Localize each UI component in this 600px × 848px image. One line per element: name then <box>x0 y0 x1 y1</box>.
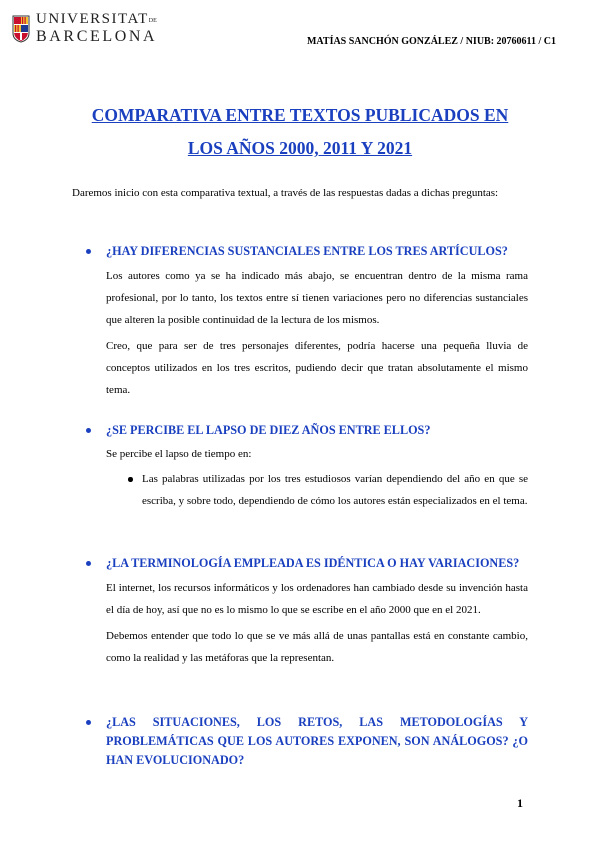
logo-wordmark-line1: UNIVERSITATDE <box>36 11 157 27</box>
section-differences <box>72 242 528 401</box>
section-heading: ¿LAS SITUACIONES, LOS RETOS, LAS METODOLOGÍAS Y PROBLEMÁTICAS QUE LOS AUTORES EXPONEN, SON ANÁLOGOS? ¿O HAN EVOLUCIONADO? <box>72 713 528 770</box>
section-heading: ¿HAY DIFERENCIAS SUSTANCIALES ENTRE LOS TRES ARTÍCULOS? <box>72 242 528 261</box>
section-terminology <box>72 554 528 669</box>
page-number: 1 <box>517 796 523 810</box>
title-line-2: LOS AÑOS 2000, 2011 Y 2021 <box>187 138 413 158</box>
section-heading: ¿SE PERCIBE EL LAPSO DE DIEZ AÑOS ENTRE ELLOS? <box>72 421 528 440</box>
university-shield-icon <box>12 15 30 43</box>
bullet-icon <box>86 720 91 725</box>
logo-wordmark-line2: BARCELONA <box>36 28 158 45</box>
bullet-icon <box>86 249 91 254</box>
paragraph: Debemos entender que todo lo que se ve más allá de unas pantallas está en constante cambio, como la realidad y las metáforas que la representan. <box>106 630 528 664</box>
section-heading: ¿LA TERMINOLOGÍA EMPLEADA ES IDÉNTICA O HAY VARIACIONES? <box>72 554 528 573</box>
paragraph: Creo, que para ser de tres personajes diferentes, podría hacerse una pequeña lluvia de conceptos utilizados en los tres escritos, pudiendo decir que tratan absolutamente el mismo tema. <box>106 340 528 396</box>
paragraph: Los autores como ya se ha indicado más abajo, se encuentran dentro de la misma rama profesional, por lo tanto, los textos entre sí tienen variaciones pero no diferencias sustanciales que alteren la posible continuidad de la lectura de los mismos. <box>106 270 528 326</box>
paragraph: Se percibe el lapso de tiempo en: <box>106 448 252 460</box>
title-line-1: COMPARATIVA ENTRE TEXTOS PUBLICADOS EN <box>91 105 509 125</box>
author-header: MATÍAS SANCHÓN GONZÁLEZ / NIUB: 20760611 / C1 <box>306 36 556 47</box>
intro-paragraph: Daremos inicio con esta comparativa textual, a través de las respuestas dadas a dichas preguntas: <box>72 187 499 199</box>
sub-bullet-item: Las palabras utilizadas por los tres estudiosos varían dependiendo del año en que se escriba, y sobre todo, dependiendo de cómo los autores están especializados en el tema. <box>72 468 528 512</box>
paragraph: El internet, los recursos informáticos y los ordenadores han cambiado desde su invención hasta el día de hoy, así que no es lo mismo lo que se escribe en el año 2000 que en el 2021. <box>106 582 528 616</box>
page-title <box>60 99 540 165</box>
sub-bullet-icon <box>128 477 133 482</box>
bullet-icon <box>86 428 91 433</box>
university-logo <box>12 12 157 45</box>
bullet-icon <box>86 561 91 566</box>
section-time-lapse <box>72 421 528 512</box>
section-situations <box>72 713 528 770</box>
